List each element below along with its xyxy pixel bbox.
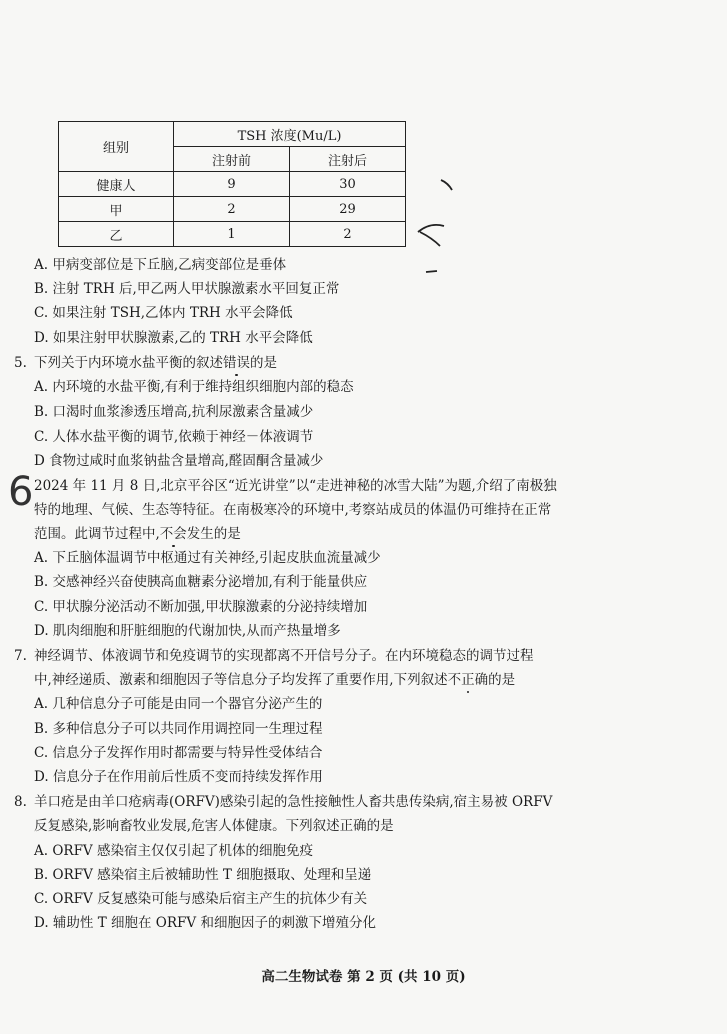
q7-stem-line1: 神经调节、体液调节和免疫调节的实现都离不开信号分子。在内环境稳态的调节过程 xyxy=(34,648,534,664)
q6-option-c: C. 甲状腺分泌活动不断加强,甲状腺激素的分泌持续增加 xyxy=(34,599,368,615)
header-before: 注射前 xyxy=(174,147,290,172)
q7-option-b: B. 多种信息分子可以共同作用调控同一生理过程 xyxy=(34,721,323,737)
cell-group: 健康人 xyxy=(59,172,174,197)
q8-option-d: D. 辅助性 T 细胞在 ORFV 和细胞因子的刺激下增殖分化 xyxy=(34,915,376,931)
q6-option-a: A. 下丘脑体温调节中枢通过有关神经,引起皮肤血流量减少 xyxy=(34,550,381,566)
header-tsh: TSH 浓度(Mu/L) xyxy=(174,122,406,147)
q5-option-d: D 食物过咸时血浆钠盐含量增高,醛固酮含量减少 xyxy=(34,453,324,469)
q4-option-d: D. 如果注射甲状腺激素,乙的 TRH 水平会降低 xyxy=(34,330,313,346)
q7-stem-end: 的是 xyxy=(488,672,516,688)
q5-stem-end: 的是 xyxy=(250,355,277,371)
cell-before: 9 xyxy=(174,172,290,197)
q5-number: 5. xyxy=(14,355,27,371)
q5-option-c: C. 人体水盐平衡的调节,依赖于神经－体液调节 xyxy=(34,429,314,445)
q6-option-b: B. 交感神经兴奋使胰高血糖素分泌增加,有利于能量供应 xyxy=(34,574,368,590)
cell-after: 2 xyxy=(290,222,406,247)
cell-before: 2 xyxy=(174,197,290,222)
q8-stem-line1: 羊口疮是由羊口疮病毒(ORFV)感染引起的急性接触性人畜共患传染病,宿主易被 ORFV xyxy=(34,794,553,810)
q6-handwritten-number: 6 xyxy=(8,469,34,515)
q5-stem-emphasis: 错误 xyxy=(223,355,250,371)
cell-after: 29 xyxy=(290,197,406,222)
q6-stem-line3 xyxy=(34,525,241,543)
q7-option-a: A. 几种信息分子可能是由同一个器官分泌产生的 xyxy=(34,696,323,712)
q6-option-d: D. 肌肉细胞和肝脏细胞的代谢加快,从而产热量增多 xyxy=(34,623,341,639)
q6-stem-end: 发生的是 xyxy=(186,526,241,542)
q7-option-d: D. 信息分子在作用前后性质不变而持续发挥作用 xyxy=(34,769,323,785)
q8-number: 8. xyxy=(14,794,27,810)
q5-stem-text: 下列关于内环境水盐平衡的叙述 xyxy=(34,355,223,371)
q5-option-b: B. 口渴时血浆渗透压增高,抗利尿激素含量减少 xyxy=(34,404,314,420)
q7-stem-line2 xyxy=(34,671,515,689)
q7-number: 7. xyxy=(14,648,27,664)
cell-group: 乙 xyxy=(59,222,174,247)
q6-stem-line2: 特的地理、气候、生态等特征。在南极寒冷的环境中,考察站成员的体温仍可维持在正常 xyxy=(34,502,552,518)
cell-group: 甲 xyxy=(59,197,174,222)
cell-after: 30 xyxy=(290,172,406,197)
q6-stem-emphasis xyxy=(160,526,187,542)
q4-option-c: C. 如果注射 TSH,乙体内 TRH 水平会降低 xyxy=(34,305,293,321)
header-group: 组别 xyxy=(59,122,174,172)
q8-option-a: A. ORFV 感染宿主仅仅引起了机体的细胞免疫 xyxy=(34,843,313,859)
cell-before: 1 xyxy=(174,222,290,247)
q7-option-c: C. 信息分子发挥作用时都需要与特异性受体结合 xyxy=(34,745,323,761)
q8-option-c: C. ORFV 反复感染可能与感染后宿主产生的抗体少有关 xyxy=(34,891,368,907)
q6-stem-line1: 2024 年 11 月 8 日,北京平谷区“近光讲堂”以“走进神秘的冰雪大陆”为题,介绍了南极独 xyxy=(34,478,557,494)
page-footer: 高二生物试卷 第 2 页 (共 10 页) xyxy=(261,969,466,985)
header-after: 注射后 xyxy=(290,147,406,172)
q4-option-a: A. 甲病变部位是下丘脑,乙病变部位是垂体 xyxy=(34,257,287,273)
q8-option-b: B. ORFV 感染宿主后被辅助性 T 细胞摄取、处理和呈递 xyxy=(34,867,372,883)
q6-emph-chars: 不会 xyxy=(159,526,187,542)
q5-stem xyxy=(34,354,277,372)
q4-option-b: B. 注射 TRH 后,甲乙两人甲状腺激素水平回复正常 xyxy=(34,281,340,297)
q7-stem-text: 中,神经递质、激素和细胞因子等信息分子均发挥了重要作用,下列叙述 xyxy=(34,672,448,688)
q7-stem-emphasis: 不正确 xyxy=(447,672,489,688)
q6-stem-text: 范围。此调节过程中, xyxy=(34,526,160,542)
q5-option-a: A. 内环境的水盐平衡,有利于维持组织细胞内部的稳态 xyxy=(34,379,354,395)
q8-stem-line2: 反复感染,影响畜牧业发展,危害人体健康。下列叙述正确的是 xyxy=(34,818,394,834)
